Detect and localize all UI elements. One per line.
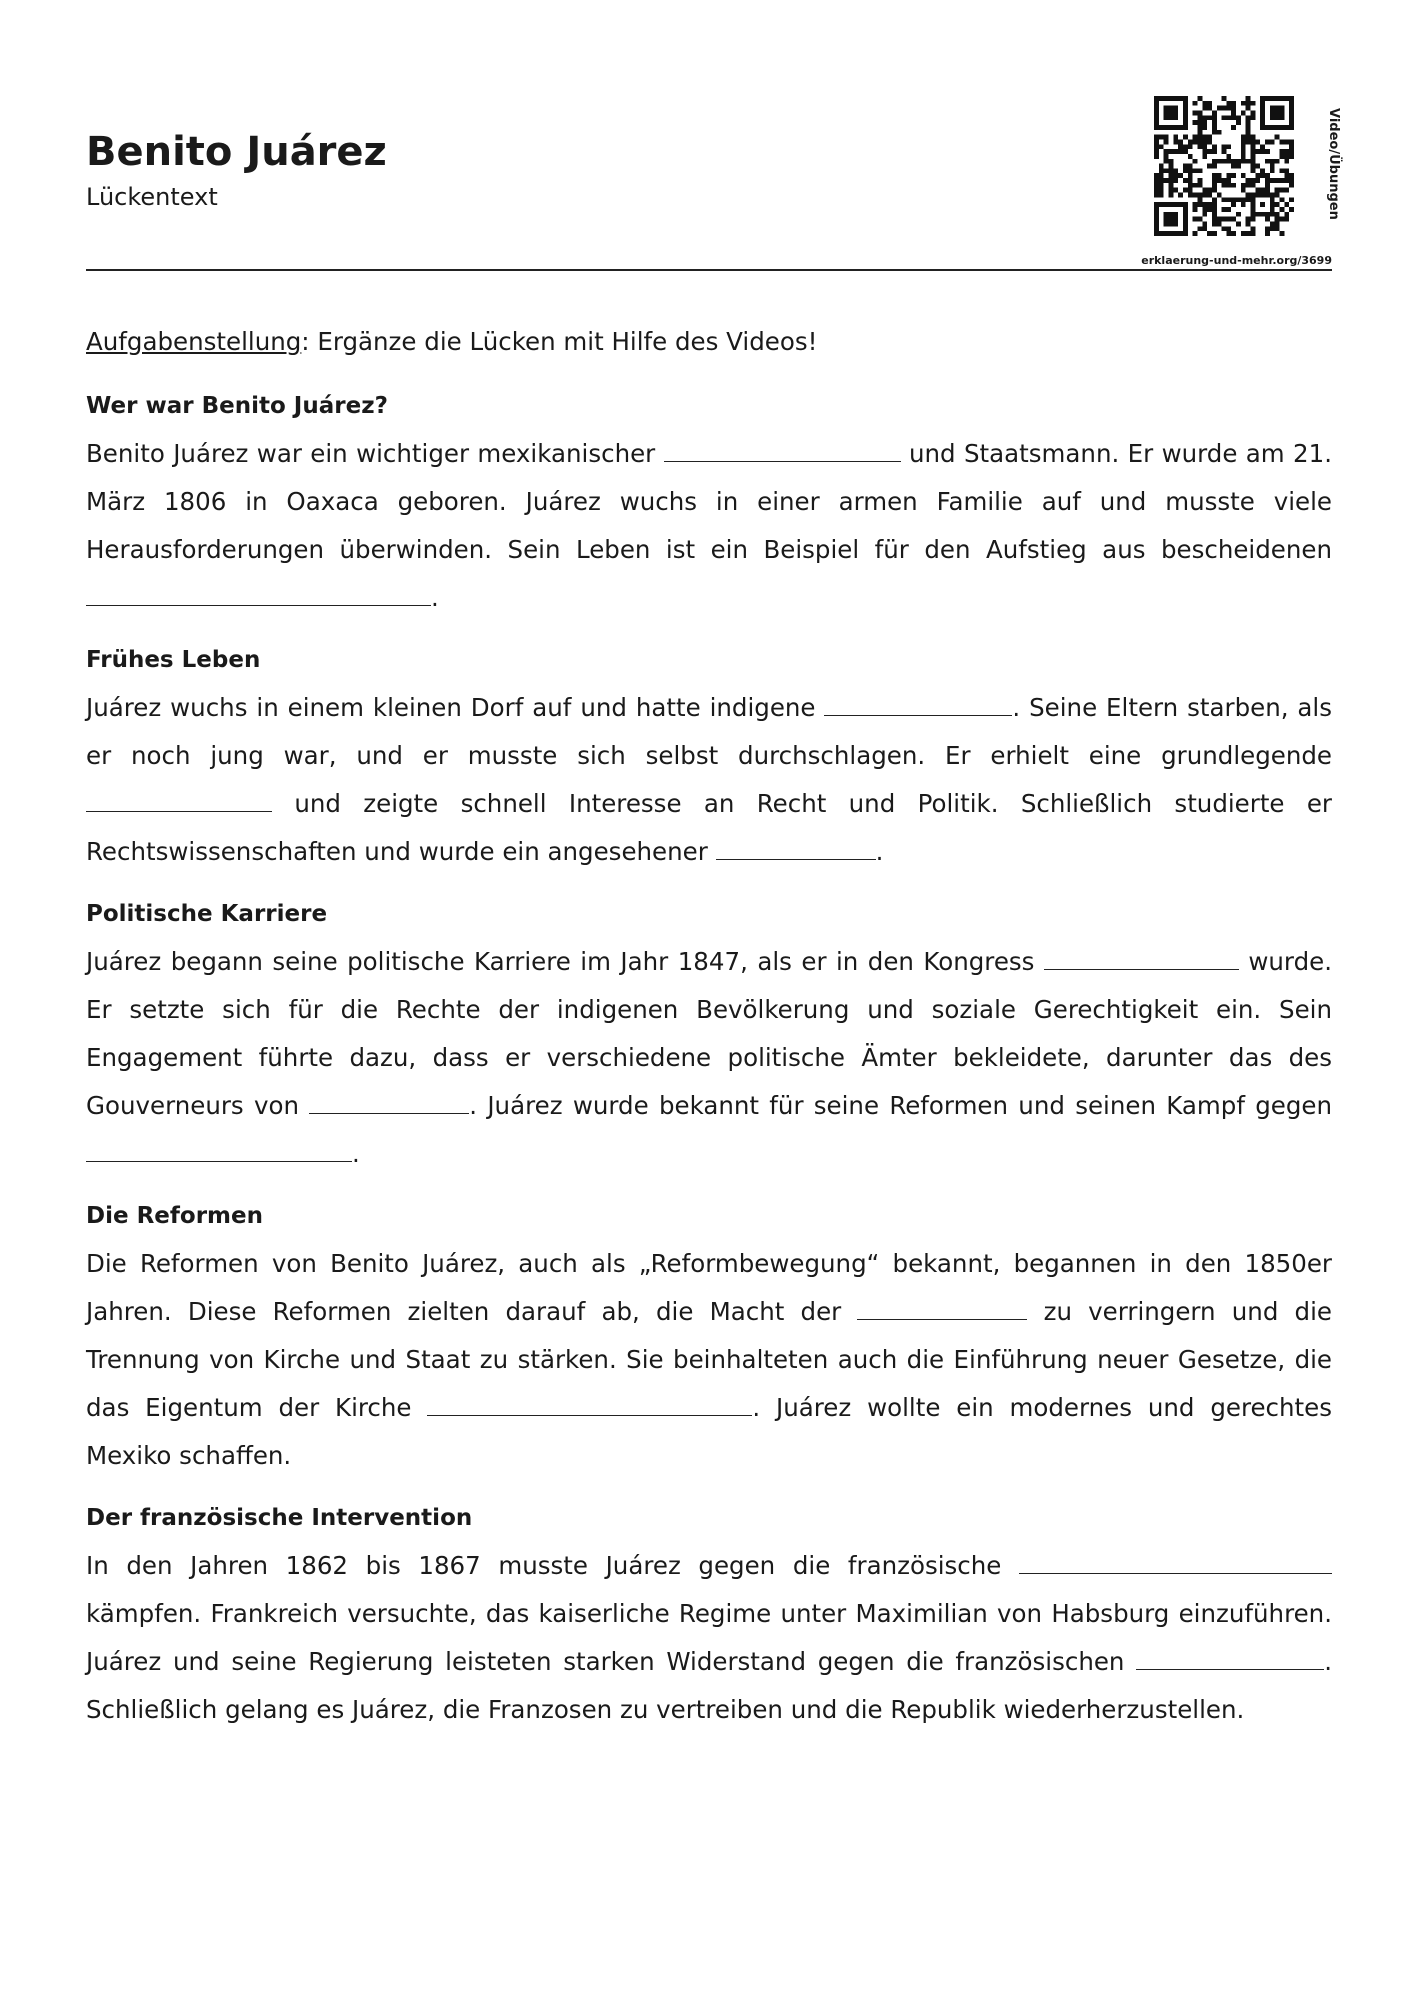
task-instruction xyxy=(86,318,1332,366)
text-segment: In den Jahren 1862 bis 1867 musste Juárez gegen die französische xyxy=(86,1551,1019,1580)
section-who xyxy=(86,382,1332,622)
section-heading: Die Reformen xyxy=(86,1203,263,1229)
text-segment: . xyxy=(352,1139,360,1168)
blank-5[interactable] xyxy=(716,833,876,860)
qr-code-icon[interactable] xyxy=(1154,96,1294,236)
text-segment: . Schließlich gelang es Juárez, die Franzosen zu vertreiben und die Republik wiederherzustellen. xyxy=(86,1647,1332,1724)
text-segment: wurde. Er setzte sich für die Rechte der indigenen Bevölkerung und soziale Gerechtigkeit ein. Sein Engagement führte dazu, dass er verschiedene politische Ämter bekleidete, darunter das des Gouverneurs von xyxy=(86,947,1332,1120)
section-paragraph xyxy=(86,684,1332,876)
text-segment: und Staatsmann. Er wurde am 21. März 1806 in Oaxaca geboren. Juárez wuchs in einer armen Familie auf und musste viele Herausforderungen überwinden. Sein Leben ist ein Beispiel für den Aufstieg aus bescheidenen xyxy=(86,439,1332,564)
blank-7[interactable] xyxy=(309,1087,469,1114)
page-header xyxy=(86,0,1341,272)
blank-6[interactable] xyxy=(1044,943,1239,970)
text-segment: . Seine Eltern starben, als er noch jung war, und er musste sich selbst durchschlagen. Er erhielt eine grundlegende xyxy=(86,693,1332,770)
text-segment: . xyxy=(875,837,884,866)
section-early-life xyxy=(86,636,1332,876)
source-url[interactable]: erklaerung-und-mehr.org/3699 xyxy=(1141,254,1332,267)
section-heading: Frühes Leben xyxy=(86,647,261,673)
section-political-career xyxy=(86,890,1332,1178)
section-paragraph xyxy=(86,1240,1332,1480)
text-segment: . Juárez wurde bekannt für seine Reformen und seinen Kampf gegen xyxy=(469,1091,1332,1120)
task-label: Aufgabenstellung xyxy=(86,327,302,356)
section-reforms xyxy=(86,1192,1332,1480)
text-segment: zu verringern und die Trennung von Kirche und Staat zu stärken. Sie beinhalteten auch die Einführung neuer Gesetze, die das Eigentum der Kirche xyxy=(86,1297,1332,1422)
blank-4[interactable] xyxy=(86,785,272,812)
blank-11[interactable] xyxy=(1019,1547,1332,1574)
section-paragraph xyxy=(86,1542,1332,1734)
section-heading: Wer war Benito Juárez? xyxy=(86,393,388,419)
blank-1[interactable] xyxy=(664,435,901,462)
worksheet-body xyxy=(86,318,1332,1748)
task-text: : Ergänze die Lücken mit Hilfe des Videos! xyxy=(301,327,818,356)
blank-10[interactable] xyxy=(427,1389,752,1416)
blank-2[interactable] xyxy=(86,579,431,606)
section-heading: Der französische Intervention xyxy=(86,1505,473,1531)
text-segment: Die Reformen von Benito Juárez, auch als „Reformbewegung“ bekannt, begannen in den 1850er Jahren. Diese Reformen zielten darauf ab, die Macht der xyxy=(86,1249,1332,1326)
text-segment: . Juárez wollte ein modernes und gerechtes Mexiko schaffen. xyxy=(86,1393,1332,1470)
page-subtitle: Lückentext xyxy=(86,183,218,211)
section-french-intervention xyxy=(86,1494,1332,1734)
section-paragraph xyxy=(86,938,1332,1178)
text-segment: Juárez begann seine politische Karriere im Jahr 1847, als er in den Kongress xyxy=(86,947,1044,976)
blank-8[interactable] xyxy=(86,1135,352,1162)
header-divider xyxy=(86,269,1332,271)
section-heading: Politische Karriere xyxy=(86,901,328,927)
qr-label: Video/Übungen xyxy=(1326,108,1341,220)
blank-9[interactable] xyxy=(857,1293,1027,1320)
text-segment: kämpfen. Frankreich versuchte, das kaiserliche Regime unter Maximilian von Habsburg einzuführen. Juárez und seine Regierung leisteten starken Widerstand gegen die französischen xyxy=(86,1599,1332,1676)
text-segment: . xyxy=(431,583,439,612)
blank-3[interactable] xyxy=(824,689,1012,716)
text-segment: und zeigte schnell Interesse an Recht und Politik. Schließlich studierte er Rechtswissenschaften und wurde ein angesehener xyxy=(86,789,1332,866)
blank-12[interactable] xyxy=(1136,1643,1324,1670)
text-segment: Benito Juárez war ein wichtiger mexikanischer xyxy=(86,439,664,468)
section-paragraph xyxy=(86,430,1332,622)
text-segment: Juárez wuchs in einem kleinen Dorf auf und hatte indigene xyxy=(86,693,825,722)
page-title: Benito Juárez xyxy=(86,129,387,175)
